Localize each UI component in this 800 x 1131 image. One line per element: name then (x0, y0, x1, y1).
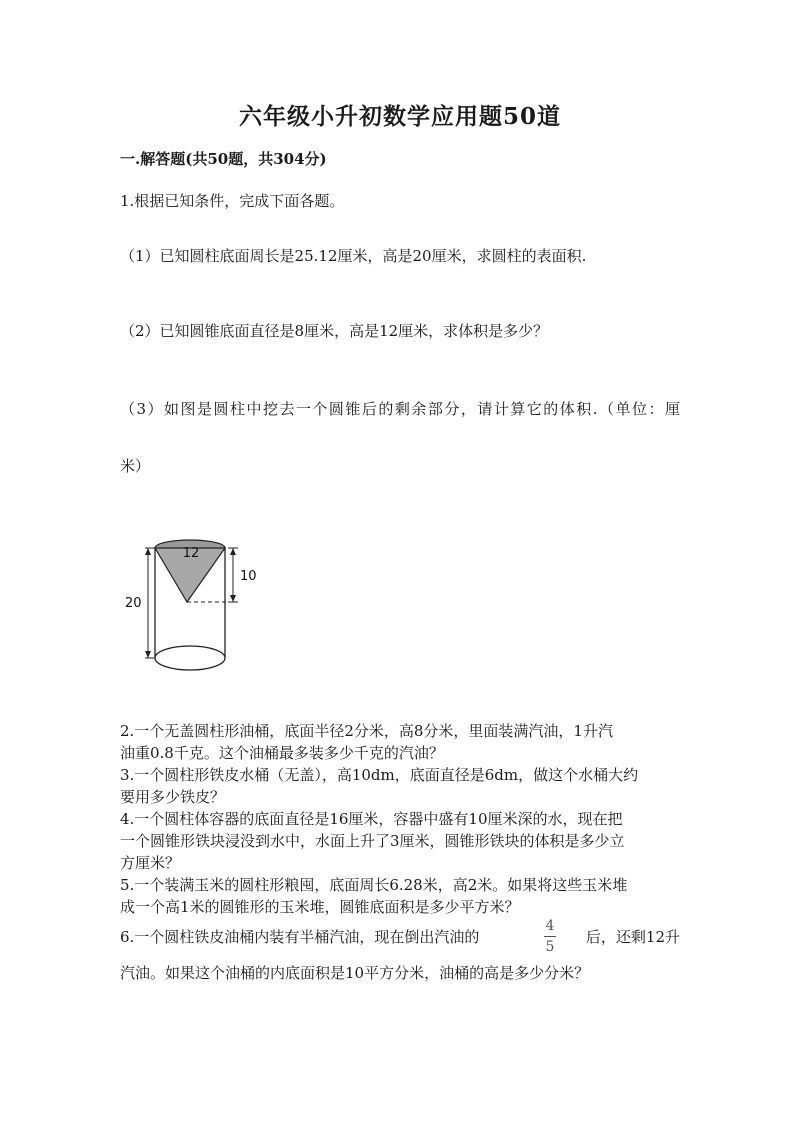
cylinder-bottom-ellipse (155, 646, 225, 670)
fraction-numerator: 4 (545, 918, 555, 934)
question-3-line-1: 3.一个圆柱形铁皮水桶（无盖），高10dm，底面直径是6dm，做这个水桶大约 (120, 766, 639, 784)
question-6-line-1 (120, 918, 680, 955)
question-6-line-2: 汽油。如果这个油桶的内底面积是10平方分米，油桶的高是多少分米？ (120, 964, 590, 982)
cylinder-cone-figure (115, 530, 275, 679)
fraction (544, 918, 556, 955)
fraction-denominator: 5 (545, 939, 555, 955)
question-1-part-3-line-1: （3）如图是圆柱中挖去一个圆锥后的剩余部分，请计算它的体积.（单位：厘 (120, 400, 680, 418)
question-1-intro: 1.根据已知条件，完成下面各题。 (120, 192, 345, 210)
question-2-line-2: 油重0.8千克。这个油桶最多装多少千克的汽油？ (120, 744, 444, 762)
diameter-label: 12 (182, 546, 200, 561)
section-heading: 一.解答题(共50题，共304分) (120, 150, 327, 168)
question-4-line-3: 方厘米？ (120, 854, 181, 872)
question-1-part-3-line-2: 米） (120, 457, 151, 475)
question-3-line-2: 要用多少铁皮？ (120, 788, 226, 806)
question-5-line-2: 成一个高1米的圆锥形的玉米堆，圆锥底面积是多少平方米？ (120, 898, 520, 916)
question-1-part-2: （2）已知圆锥底面直径是8厘米，高是12厘米，求体积是多少？ (120, 322, 549, 340)
question-5-line-1: 5.一个装满玉米的圆柱形粮囤，底面周长6.28米，高2米。如果将这些玉米堆 (120, 876, 628, 894)
question-1-part-1: （1）已知圆柱底面周长是25.12厘米，高是20厘米，求圆柱的表面积. (120, 247, 587, 265)
question-6-text-after: 后，还剩12升 (585, 928, 680, 946)
cylinder-height-label: 20 (125, 596, 142, 611)
question-6-text-before: 6.一个圆柱铁皮油桶内装有半桶汽油，现在倒出汽油的 (120, 928, 480, 946)
question-2-line-1: 2.一个无盖圆柱形油桶，底面半径2分米，高8分米，里面装满汽油，1升汽 (120, 722, 613, 740)
page-title: 六年级小升初数学应用题50道 (238, 103, 561, 130)
question-4-line-1: 4.一个圆柱体容器的底面直径是16厘米，容器中盛有10厘米深的水，现在把 (120, 810, 623, 828)
question-4-line-2: 一个圆锥形铁块浸没到水中，水面上升了3厘米，圆锥形铁块的体积是多少立 (120, 832, 625, 850)
cone-height-label: 10 (240, 569, 257, 584)
